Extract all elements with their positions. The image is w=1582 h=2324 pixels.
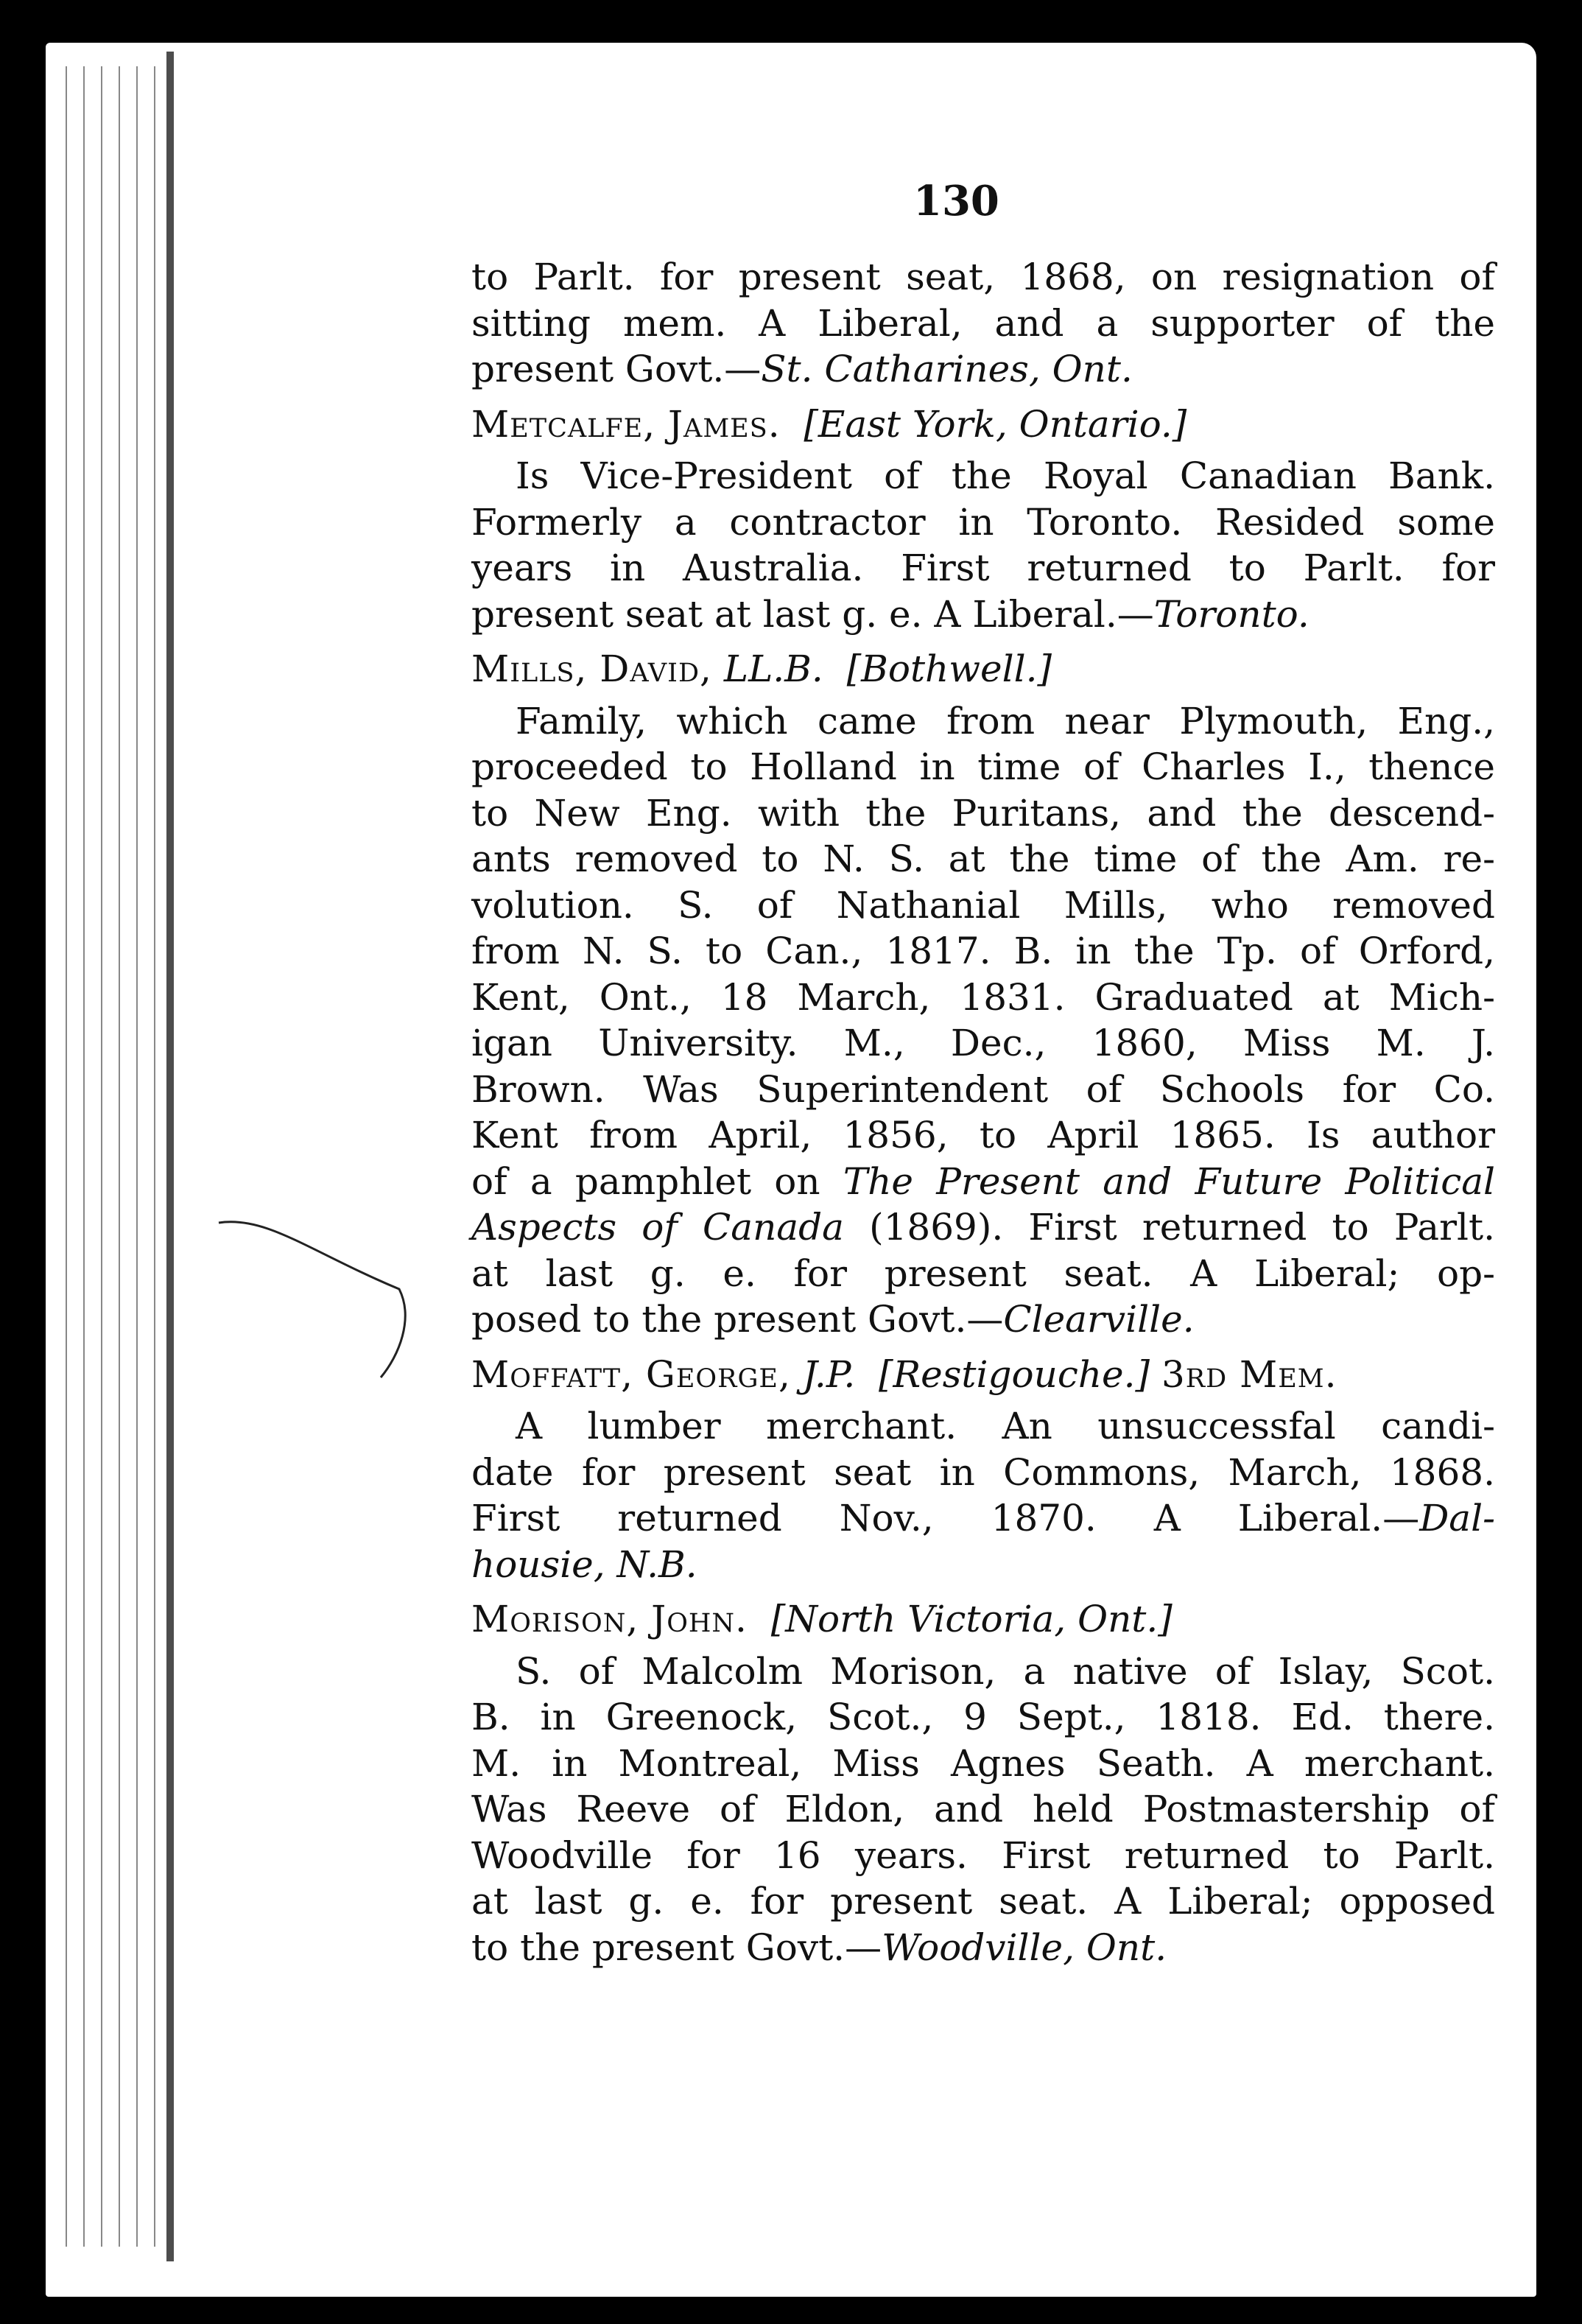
entry-moffatt: [471, 1352, 1495, 1588]
text-line: Brown. Was Superintendent of Schools for Co.: [471, 1067, 1495, 1111]
text-line: to the present Govt.—Woodville, Ont.: [471, 1925, 1167, 1969]
member-name: Metcalfe, James.: [471, 402, 781, 446]
residence: Toronto.: [1153, 592, 1309, 636]
text-line: present Govt.—St. Catharines, Ont.: [471, 348, 1133, 390]
text-line: from N. S. to Can., 1817. B. in the Tp. of Orford,: [471, 930, 1495, 972]
residence: Clearville.: [1003, 1298, 1195, 1341]
text-line: M. in Montreal, Miss Agnes Seath. A merchant.: [471, 1741, 1495, 1785]
degree: LL.B.: [723, 647, 823, 690]
text-line: Kent from April, 1856, to April 1865. Is author: [471, 1114, 1495, 1156]
text-line: S. of Malcolm Morison, a native of Islay, Scot.: [516, 1649, 1495, 1693]
text-line: sitting mem. A Liberal, and a supporter of the: [471, 301, 1495, 345]
residence: Dal-: [1419, 1497, 1495, 1540]
entry-heading: [471, 1596, 1495, 1643]
text-line: date for present seat in Commons, March, 1868.: [471, 1450, 1495, 1494]
constituency: [Restigouche.]: [879, 1352, 1150, 1396]
text-line: Is Vice-President of the Royal Canadian Bank.: [516, 454, 1495, 497]
text-line: of a pamphlet on The Present and Future Political: [471, 1159, 1496, 1203]
entry-mills: [471, 646, 1495, 1343]
pencil-bracket-mark: [215, 1208, 421, 1385]
text-line: Woodville for 16 years. First returned to Parlt.: [471, 1833, 1495, 1877]
text-line: to Parlt. for present seat, 1868, on resignation of: [471, 256, 1495, 298]
text-line: proceeded to Holland in time of Charles I., thence: [471, 745, 1495, 788]
text-line: posed to the present Govt.—Clearville.: [471, 1298, 1195, 1341]
text-line: at last g. e. for present seat. A Liberal; opposed: [471, 1880, 1495, 1923]
pamphlet-title: The Present and Future Political: [843, 1159, 1496, 1203]
text-line: present seat at last g. e. A Liberal.—Toronto.: [471, 592, 1309, 636]
binding-edge: [166, 52, 174, 2261]
entry-morison: [471, 1596, 1495, 1970]
text-line: Was Reeve of Eldon, and held Postmastership of: [471, 1788, 1495, 1830]
text-line: Aspects of Canada (1869). First returned to Parlt.: [471, 1206, 1495, 1249]
text-line: igan University. M., Dec., 1860, Miss M. J.: [471, 1022, 1495, 1064]
text-line: B. in Greenock, Scot., 9 Sept., 1818. Ed. there.: [471, 1696, 1495, 1738]
member-name: Moffatt, George,: [471, 1352, 791, 1396]
residence: Woodville, Ont.: [882, 1925, 1167, 1969]
member-name: Morison, John.: [471, 1598, 748, 1640]
text-line: years in Australia. First returned to Parlt. for: [471, 547, 1495, 589]
text-line: [471, 1542, 1495, 1588]
text-line: Family, which came from near Plymouth, Eng.,: [516, 699, 1495, 743]
continued-entry: [471, 254, 1495, 393]
entry-heading: [471, 646, 1495, 692]
entry-metcalfe: [471, 401, 1495, 638]
entry-heading: [471, 401, 1495, 448]
text-line: Formerly a contractor in Toronto. Resided some: [471, 500, 1495, 544]
member-note: 3rd Mem.: [1161, 1352, 1337, 1396]
page-text: [471, 254, 1495, 1970]
page-number: 130: [913, 177, 999, 225]
residence: St. Catharines, Ont.: [761, 348, 1133, 390]
text-line: A lumber merchant. An unsuccessfal candi-: [516, 1405, 1495, 1447]
scan-border: [1547, 66, 1582, 2324]
residence: housie, N.B.: [471, 1542, 697, 1586]
text-line: at last g. e. for present seat. A Liberal; op-: [471, 1251, 1495, 1295]
text-line: ants removed to N. S. at the time of the Am. re-: [471, 838, 1495, 880]
member-name: Mills, David,: [471, 647, 712, 690]
constituency: [East York, Ontario.]: [804, 402, 1187, 446]
text-line: Kent, Ont., 18 March, 1831. Graduated at Mich-: [471, 975, 1495, 1019]
pamphlet-title: Aspects of Canada: [471, 1206, 844, 1249]
constituency: [Bothwell.]: [846, 647, 1052, 690]
entry-heading: [471, 1352, 1495, 1398]
binding-gutter: [59, 66, 169, 2247]
text-line: to New Eng. with the Puritans, and the descend-: [471, 791, 1495, 835]
text-line: volution. S. of Nathanial Mills, who removed: [471, 883, 1495, 927]
degree: J.P.: [802, 1352, 856, 1396]
constituency: [North Victoria, Ont.]: [770, 1598, 1173, 1640]
text-line: First returned Nov., 1870. A Liberal.—Dal-: [471, 1497, 1495, 1540]
